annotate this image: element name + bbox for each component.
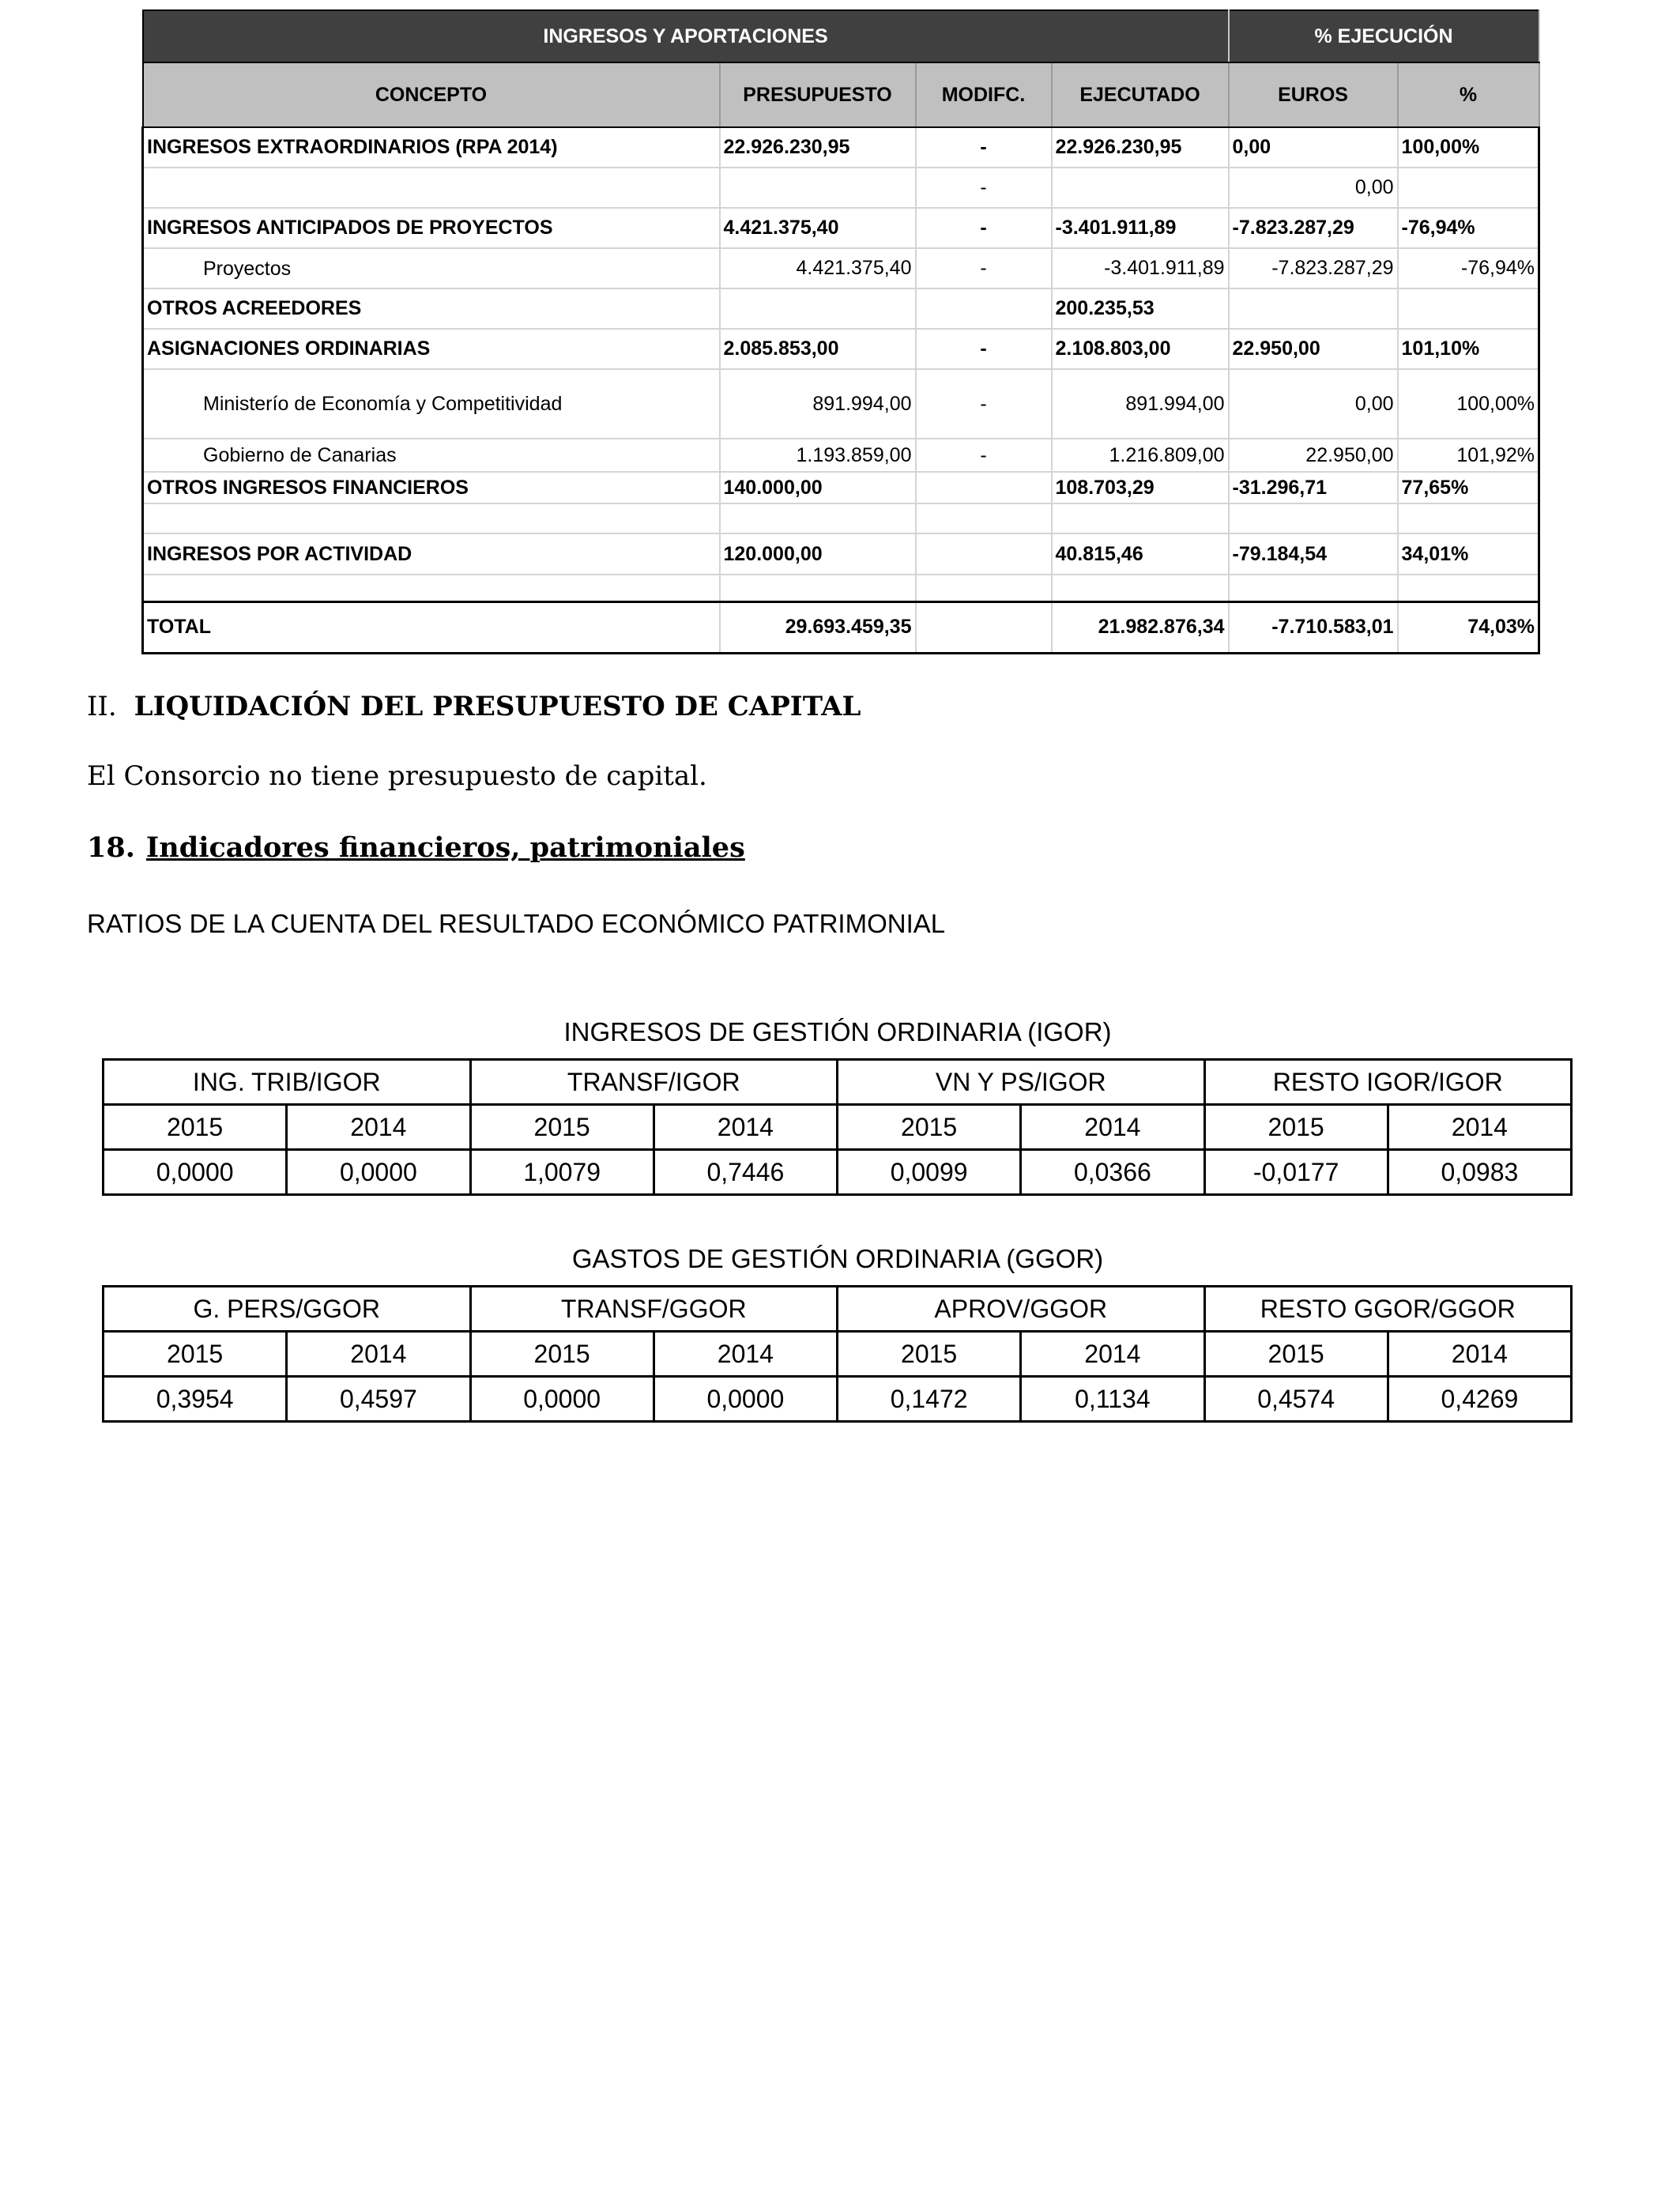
cell-pct: -76,94%: [1398, 248, 1539, 288]
table-row: [143, 248, 1539, 288]
value-cell: 0,0099: [838, 1150, 1021, 1195]
group-header: VN Y PS/IGOR: [838, 1060, 1205, 1105]
cell-concepto: Gobierno de Canarias: [143, 439, 720, 472]
cell-concepto: INGRESOS EXTRAORDINARIOS (RPA 2014): [143, 127, 720, 168]
section-title: LIQUIDACIÓN DEL PRESUPUESTO DE CAPITAL: [134, 691, 861, 722]
year-cell: 2014: [287, 1332, 470, 1377]
cell-concepto: OTROS ACREEDORES: [143, 288, 720, 329]
year-cell: 2015: [1204, 1105, 1388, 1150]
cell-euros: 22.950,00: [1229, 439, 1398, 472]
value-cell: 0,1134: [1021, 1377, 1204, 1422]
section-ii-heading: [87, 691, 861, 722]
year-cell: 2014: [1021, 1105, 1204, 1150]
cell-ejecutado: 40.815,46: [1052, 533, 1229, 575]
cell-euros: -7.710.583,01: [1229, 601, 1398, 653]
cell-euros: [1229, 575, 1398, 601]
cell-modif: [916, 503, 1052, 533]
value-cell: 0,4269: [1388, 1377, 1571, 1422]
cell-modif: [916, 472, 1052, 503]
cell-presupuesto: 140.000,00: [720, 472, 916, 503]
table-row: [143, 439, 1539, 472]
cell-concepto: [143, 168, 720, 208]
table-row: [143, 369, 1539, 439]
cell-pct: 101,92%: [1398, 439, 1539, 472]
value-cell: 0,0000: [470, 1377, 654, 1422]
cell-modif: -: [916, 127, 1052, 168]
value-cell: 0,0366: [1021, 1150, 1204, 1195]
table-row: [104, 1377, 1572, 1422]
section-18-heading: [87, 831, 745, 864]
year-cell: 2015: [1204, 1332, 1388, 1377]
cell-concepto: ASIGNACIONES ORDINARIAS: [143, 329, 720, 369]
value-cell: 0,1472: [838, 1377, 1021, 1422]
cell-modif: -: [916, 168, 1052, 208]
year-cell: 2015: [838, 1105, 1021, 1150]
capital-note: El Consorcio no tiene presupuesto de capital.: [87, 760, 707, 792]
cell-euros: -7.823.287,29: [1229, 248, 1398, 288]
cell-pct: 100,00%: [1398, 369, 1539, 439]
cell-pct: 34,01%: [1398, 533, 1539, 575]
table-row: [143, 168, 1539, 208]
year-cell: 2014: [654, 1332, 837, 1377]
cell-presupuesto: [720, 503, 916, 533]
cell-euros: 22.950,00: [1229, 329, 1398, 369]
section-number: II.: [87, 691, 117, 722]
cell-presupuesto: 120.000,00: [720, 533, 916, 575]
col-euros: EUROS: [1229, 62, 1398, 127]
table-row: [143, 208, 1539, 248]
col-modif: MODIFC.: [916, 62, 1052, 127]
table-row: [143, 472, 1539, 503]
col-concepto: CONCEPTO: [143, 62, 720, 127]
cell-modif: -: [916, 208, 1052, 248]
year-cell: 2014: [1021, 1332, 1204, 1377]
cell-pct: [1398, 575, 1539, 601]
year-cell: 2014: [1388, 1332, 1571, 1377]
cell-concepto: Proyectos: [143, 248, 720, 288]
cell-modif: [916, 533, 1052, 575]
cell-ejecutado: [1052, 575, 1229, 601]
year-cell: 2015: [470, 1105, 654, 1150]
year-cell: 2014: [654, 1105, 837, 1150]
cell-presupuesto: 2.085.853,00: [720, 329, 916, 369]
cell-euros: -7.823.287,29: [1229, 208, 1398, 248]
table-row: [104, 1060, 1572, 1105]
igor-caption: INGRESOS DE GESTIÓN ORDINARIA (IGOR): [563, 1017, 1112, 1046]
cell-presupuesto: 29.693.459,35: [720, 601, 916, 653]
table-row: [104, 1332, 1572, 1377]
cell-pct: 74,03%: [1398, 601, 1539, 653]
value-cell: -0,0177: [1204, 1150, 1388, 1195]
cell-ejecutado: 891.994,00: [1052, 369, 1229, 439]
cell-modif: [916, 601, 1052, 653]
cell-pct: [1398, 288, 1539, 329]
value-cell: 0,4574: [1204, 1377, 1388, 1422]
group-header: TRANSF/IGOR: [470, 1060, 838, 1105]
table-row: [143, 329, 1539, 369]
group-header: RESTO IGOR/IGOR: [1204, 1060, 1572, 1105]
table-row: [143, 127, 1539, 168]
table-row: [143, 503, 1539, 533]
cell-concepto: INGRESOS POR ACTIVIDAD: [143, 533, 720, 575]
cell-modif: -: [916, 248, 1052, 288]
cell-modif: -: [916, 439, 1052, 472]
year-cell: 2015: [470, 1332, 654, 1377]
cell-concepto: Ministerío de Economía y Competitividad: [143, 369, 720, 439]
cell-euros: [1229, 288, 1398, 329]
value-cell: 0,0000: [287, 1150, 470, 1195]
ratios-heading: RATIOS DE LA CUENTA DEL RESULTADO ECONÓMICO PATRIMONIAL: [87, 909, 946, 938]
value-cell: 0,7446: [654, 1150, 837, 1195]
cell-presupuesto: 4.421.375,40: [720, 248, 916, 288]
table-row: [143, 533, 1539, 575]
igor-table: [102, 1058, 1573, 1196]
cell-modif: -: [916, 369, 1052, 439]
value-cell: 0,0000: [104, 1150, 287, 1195]
group-header: APROV/GGOR: [838, 1287, 1205, 1332]
cell-pct: [1398, 168, 1539, 208]
group-header: ING. TRIB/IGOR: [104, 1060, 471, 1105]
cell-ejecutado: 200.235,53: [1052, 288, 1229, 329]
cell-ejecutado: 22.926.230,95: [1052, 127, 1229, 168]
cell-ejecutado: 2.108.803,00: [1052, 329, 1229, 369]
section-title: Indicadores financieros, patrimoniales: [145, 831, 745, 864]
header-execution: % EJECUCIÓN: [1229, 10, 1539, 62]
cell-pct: 100,00%: [1398, 127, 1539, 168]
col-presupuesto: PRESUPUESTO: [720, 62, 916, 127]
ggor-caption: GASTOS DE GESTIÓN ORDINARIA (GGOR): [571, 1244, 1104, 1273]
cell-euros: [1229, 503, 1398, 533]
table-row: [104, 1150, 1572, 1195]
group-header: TRANSF/GGOR: [470, 1287, 838, 1332]
cell-modif: [916, 288, 1052, 329]
group-header: RESTO GGOR/GGOR: [1204, 1287, 1572, 1332]
cell-presupuesto: 891.994,00: [720, 369, 916, 439]
table-row-total: [143, 601, 1539, 653]
cell-euros: 0,00: [1229, 369, 1398, 439]
cell-concepto: OTROS INGRESOS FINANCIEROS: [143, 472, 720, 503]
cell-concepto: TOTAL: [143, 601, 720, 653]
year-cell: 2015: [104, 1332, 287, 1377]
year-cell: 2015: [838, 1332, 1021, 1377]
section-number: 18.: [87, 831, 135, 864]
cell-ejecutado: [1052, 168, 1229, 208]
cell-euros: 0,00: [1229, 168, 1398, 208]
cell-euros: -31.296,71: [1229, 472, 1398, 503]
cell-ejecutado: 1.216.809,00: [1052, 439, 1229, 472]
cell-presupuesto: 4.421.375,40: [720, 208, 916, 248]
ggor-table: [102, 1285, 1573, 1423]
cell-pct: [1398, 503, 1539, 533]
group-header: G. PERS/GGOR: [104, 1287, 471, 1332]
cell-pct: -76,94%: [1398, 208, 1539, 248]
year-cell: 2014: [1388, 1105, 1571, 1150]
cell-euros: -79.184,54: [1229, 533, 1398, 575]
cell-modif: [916, 575, 1052, 601]
table-row: [143, 288, 1539, 329]
cell-pct: 77,65%: [1398, 472, 1539, 503]
cell-euros: 0,00: [1229, 127, 1398, 168]
cell-ejecutado: -3.401.911,89: [1052, 248, 1229, 288]
cell-presupuesto: [720, 168, 916, 208]
table-row: [143, 575, 1539, 601]
year-cell: 2014: [287, 1105, 470, 1150]
cell-presupuesto: 1.193.859,00: [720, 439, 916, 472]
cell-modif: -: [916, 329, 1052, 369]
table-row: [104, 1287, 1572, 1332]
budget-table: [141, 9, 1540, 654]
table-row: [104, 1105, 1572, 1150]
year-cell: 2015: [104, 1105, 287, 1150]
header-income: INGRESOS Y APORTACIONES: [143, 10, 1229, 62]
cell-ejecutado: 108.703,29: [1052, 472, 1229, 503]
col-pct: %: [1398, 62, 1539, 127]
cell-presupuesto: 22.926.230,95: [720, 127, 916, 168]
cell-presupuesto: [720, 575, 916, 601]
value-cell: 0,3954: [104, 1377, 287, 1422]
col-ejecutado: EJECUTADO: [1052, 62, 1229, 127]
cell-ejecutado: 21.982.876,34: [1052, 601, 1229, 653]
cell-concepto: [143, 575, 720, 601]
cell-ejecutado: -3.401.911,89: [1052, 208, 1229, 248]
value-cell: 0,0000: [654, 1377, 837, 1422]
cell-ejecutado: [1052, 503, 1229, 533]
cell-pct: 101,10%: [1398, 329, 1539, 369]
value-cell: 0,4597: [287, 1377, 470, 1422]
cell-concepto: INGRESOS ANTICIPADOS DE PROYECTOS: [143, 208, 720, 248]
value-cell: 0,0983: [1388, 1150, 1571, 1195]
value-cell: 1,0079: [470, 1150, 654, 1195]
cell-concepto: [143, 503, 720, 533]
cell-presupuesto: [720, 288, 916, 329]
